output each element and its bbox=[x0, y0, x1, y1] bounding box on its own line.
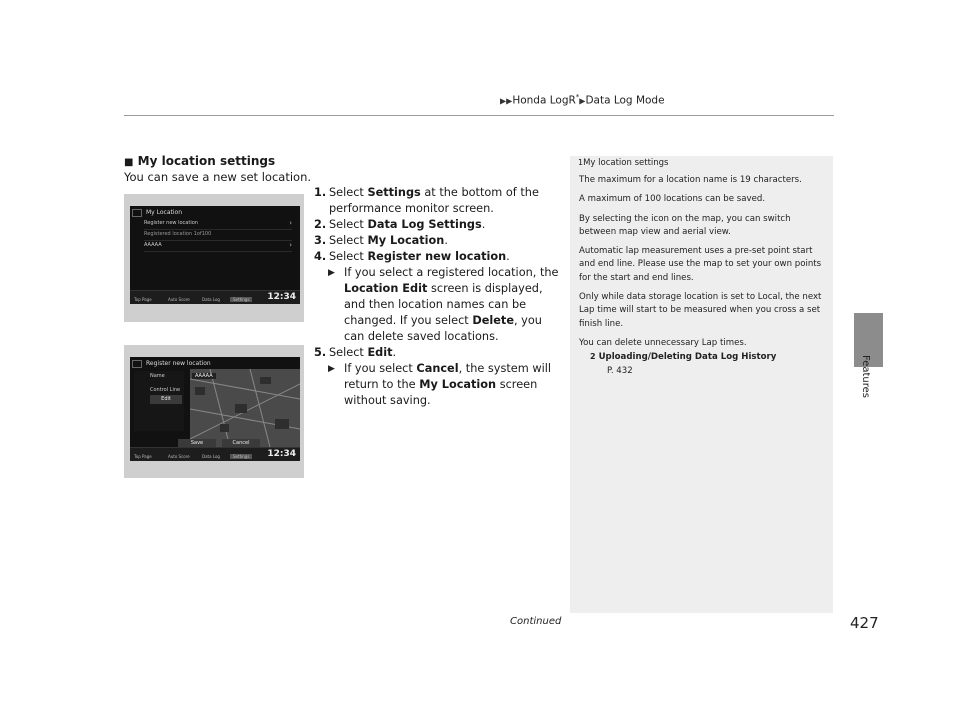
header-divider bbox=[124, 115, 834, 116]
display-screen bbox=[130, 206, 300, 304]
step-keyword: Register new location bbox=[367, 250, 507, 263]
substep-keyword: Cancel bbox=[416, 362, 459, 375]
back-icon bbox=[132, 360, 142, 368]
step-keyword: Data Log Settings bbox=[367, 218, 482, 231]
aerial-map[interactable] bbox=[190, 369, 300, 447]
breadcrumb-item-honda-logr[interactable]: Honda LogR bbox=[512, 94, 576, 107]
step-text: Select bbox=[329, 186, 368, 199]
step-number: 2. bbox=[314, 218, 327, 231]
step-keyword: Edit bbox=[367, 346, 393, 359]
breadcrumb-item-data-log-mode[interactable]: Data Log Mode bbox=[585, 94, 665, 107]
name-field[interactable]: AAAAA bbox=[192, 373, 216, 379]
step-text: . bbox=[481, 218, 486, 231]
cross-reference-page: P. 432 bbox=[607, 365, 633, 376]
step-text: . bbox=[444, 234, 448, 247]
step-text: . bbox=[506, 250, 510, 263]
screenshot-my-location bbox=[124, 194, 304, 322]
step-substep bbox=[314, 265, 559, 345]
bottom-item-data-log[interactable]: Data Log bbox=[202, 297, 220, 302]
section-title-text: My location settings bbox=[137, 154, 276, 168]
bottom-bar bbox=[130, 447, 300, 461]
note-paragraph: You can delete unnecessary Lap times. bbox=[579, 337, 747, 348]
bottom-item-auto-score[interactable]: Auto Score bbox=[168, 454, 190, 459]
step-keyword: Settings bbox=[367, 186, 421, 199]
note-paragraph: A maximum of 100 locations can be saved. bbox=[579, 194, 766, 205]
bottom-item-settings[interactable]: Settings bbox=[230, 454, 252, 459]
breadcrumb bbox=[500, 93, 665, 107]
note-body bbox=[579, 174, 825, 378]
note-title bbox=[578, 158, 668, 168]
menu-row-label: AAAAA bbox=[144, 242, 162, 248]
triangle-icon: ▶ bbox=[328, 268, 335, 278]
square-bullet-icon: ■ bbox=[124, 157, 134, 168]
note-paragraph: Automatic lap measurement uses a pre-set point start and end line. Please use the map to set your own points for the start and end lines. bbox=[579, 246, 822, 283]
step-number: 5. bbox=[314, 346, 327, 359]
bottom-item-data-log[interactable]: Data Log bbox=[202, 454, 220, 459]
cancel-button[interactable]: Cancel bbox=[222, 439, 260, 448]
substep-keyword: Delete bbox=[472, 314, 514, 327]
step-substep bbox=[314, 361, 559, 409]
step-item bbox=[314, 217, 559, 233]
clock-display: 12:34 bbox=[267, 292, 296, 302]
double-triangle-icon: ▶▶ bbox=[500, 96, 513, 106]
substep-text: If you select a registered location, the bbox=[344, 266, 559, 279]
screen-title: Register new location bbox=[146, 360, 211, 367]
chevron-right-icon: › bbox=[289, 241, 292, 249]
triangle-icon: ▶ bbox=[328, 364, 335, 374]
bottom-item-auto-score[interactable]: Auto Score bbox=[168, 297, 190, 302]
edit-button[interactable]: Edit bbox=[150, 395, 182, 404]
control-line-label: Control Line bbox=[150, 387, 181, 393]
step-text: Select bbox=[329, 218, 368, 231]
step-list bbox=[314, 185, 559, 409]
step-number: 1. bbox=[314, 186, 327, 199]
menu-row-label: Register new location bbox=[144, 220, 198, 226]
step-keyword: My Location bbox=[367, 234, 445, 247]
asterisk-note: * bbox=[575, 93, 580, 101]
back-icon bbox=[132, 209, 142, 217]
step-text: Select bbox=[329, 234, 368, 247]
bottom-item-settings[interactable]: Settings bbox=[230, 297, 252, 302]
note-paragraph: The maximum for a location name is 19 characters. bbox=[579, 175, 802, 185]
step-item bbox=[314, 185, 559, 217]
substep-text: screen is displayed, and then location names can be changed. If you select bbox=[344, 282, 543, 327]
section-title bbox=[124, 154, 275, 168]
page-number: 427 bbox=[850, 614, 879, 632]
bottom-bar bbox=[130, 290, 300, 304]
step-text: at the bottom of the performance monitor screen. bbox=[329, 186, 539, 215]
step-item bbox=[314, 249, 559, 265]
display-screen bbox=[130, 357, 300, 461]
substep-text: , the system will return to the bbox=[344, 362, 551, 391]
section-intro: You can save a new set location. bbox=[124, 170, 312, 184]
save-button[interactable]: Save bbox=[178, 439, 216, 448]
chapter-tab-label: Features bbox=[860, 355, 871, 398]
name-label: Name bbox=[150, 373, 165, 379]
chevron-right-icon: › bbox=[289, 219, 292, 227]
screenshot-register-new-location bbox=[124, 345, 304, 478]
note-title-text: My location settings bbox=[583, 158, 669, 168]
reference-arrow-icon: 2 bbox=[590, 352, 596, 362]
bottom-item-top-page[interactable]: Top Page bbox=[134, 297, 152, 302]
step-number: 4. bbox=[314, 250, 327, 263]
bottom-item-top-page[interactable]: Top Page bbox=[134, 454, 152, 459]
note-paragraph: By selecting the icon on the map, you can switch between map view and aerial view. bbox=[579, 213, 791, 237]
screen-title: My Location bbox=[146, 209, 183, 216]
step-item bbox=[314, 233, 559, 249]
substep-text: , you can delete saved locations. bbox=[344, 314, 542, 343]
step-text: Select bbox=[329, 250, 368, 263]
menu-row-label: Registered location 1of100 bbox=[144, 231, 212, 237]
note-number-icon: 1 bbox=[578, 158, 584, 167]
substep-text: screen without saving. bbox=[344, 378, 538, 407]
step-number: 3. bbox=[314, 234, 327, 247]
substep-text: If you select bbox=[344, 362, 417, 375]
substep-keyword: My Location bbox=[419, 378, 497, 391]
step-text: . bbox=[392, 346, 397, 359]
menu-row-aaaaa[interactable] bbox=[144, 240, 292, 252]
cross-reference-label: Uploading/Deleting Data Log History bbox=[598, 352, 777, 363]
continued-label: Continued bbox=[510, 616, 562, 627]
step-item bbox=[314, 345, 559, 361]
step-text: Select bbox=[329, 346, 368, 359]
triangle-icon: ▶ bbox=[579, 96, 586, 106]
cross-reference-link[interactable] bbox=[579, 350, 825, 364]
note-paragraph: Only while data storage location is set to Local, the next Lap time will start to be measured when you cross a set finish line. bbox=[579, 292, 822, 329]
substep-keyword: Location Edit bbox=[344, 282, 428, 295]
clock-display: 12:34 bbox=[267, 449, 296, 459]
